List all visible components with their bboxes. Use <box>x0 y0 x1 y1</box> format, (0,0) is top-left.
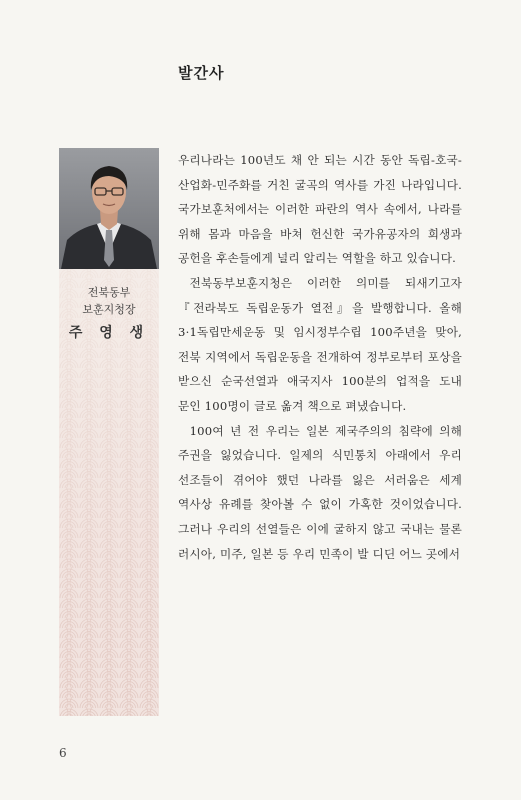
author-department-line1: 전북동부 <box>87 286 131 299</box>
author-name: 주 영 생 <box>68 325 150 341</box>
page-title: 발간사 <box>178 64 225 82</box>
author-sidebar <box>59 148 159 716</box>
foreword-body <box>178 148 462 566</box>
paragraph: 전북동부보훈지청은 이러한 의미를 되새기고자 『전라북도 독립운동가 열전』을 발행합니다. 올해 3·1독립만세운동 및 임시정부수립 100주년을 맞아, 전북 지역에서 독립운동을 전개하여 정부로부터 포상을 받으신 순국선열과 애국지사 100분의 업적을 도내 문인 100명이 글로 옮겨 책으로 펴냈습니다. <box>178 275 462 413</box>
author-department-line2: 보훈지청장 <box>82 303 136 316</box>
paragraph: 우리나라는 100년도 채 안 되는 시간 동안 독립-호국-산업화-민주화를 거친 굴곡의 역사를 가진 나라입니다. 국가보훈처에서는 이러한 파란의 역사 속에서, 나라를 위해 몸과 마음을 바쳐 헌신한 국가유공자의 희생과 공헌을 후손들에게 널리 알리는 역할을 하고 있습니다. <box>178 153 462 266</box>
page-number: 6 <box>59 746 67 760</box>
paragraph: 100여 년 전 우리는 일본 제국주의의 침략에 의해 주권을 잃었습니다. 일제의 식민통치 아래에서 우리 선조들이 겪어야 했던 나라를 잃은 서러움은 세계 역사상 유례를 찾아볼 수 없이 가혹한 것이었습니다. 그러나 우리의 선열들은 이에 굴하지 않고 국내는 물론 러시아, 미주, 일본 등 우리 민족이 발 디딘 어느 곳에서 <box>178 423 462 561</box>
author-department <box>59 284 159 318</box>
author-photo <box>59 148 159 269</box>
portrait-photo-icon <box>59 148 159 269</box>
